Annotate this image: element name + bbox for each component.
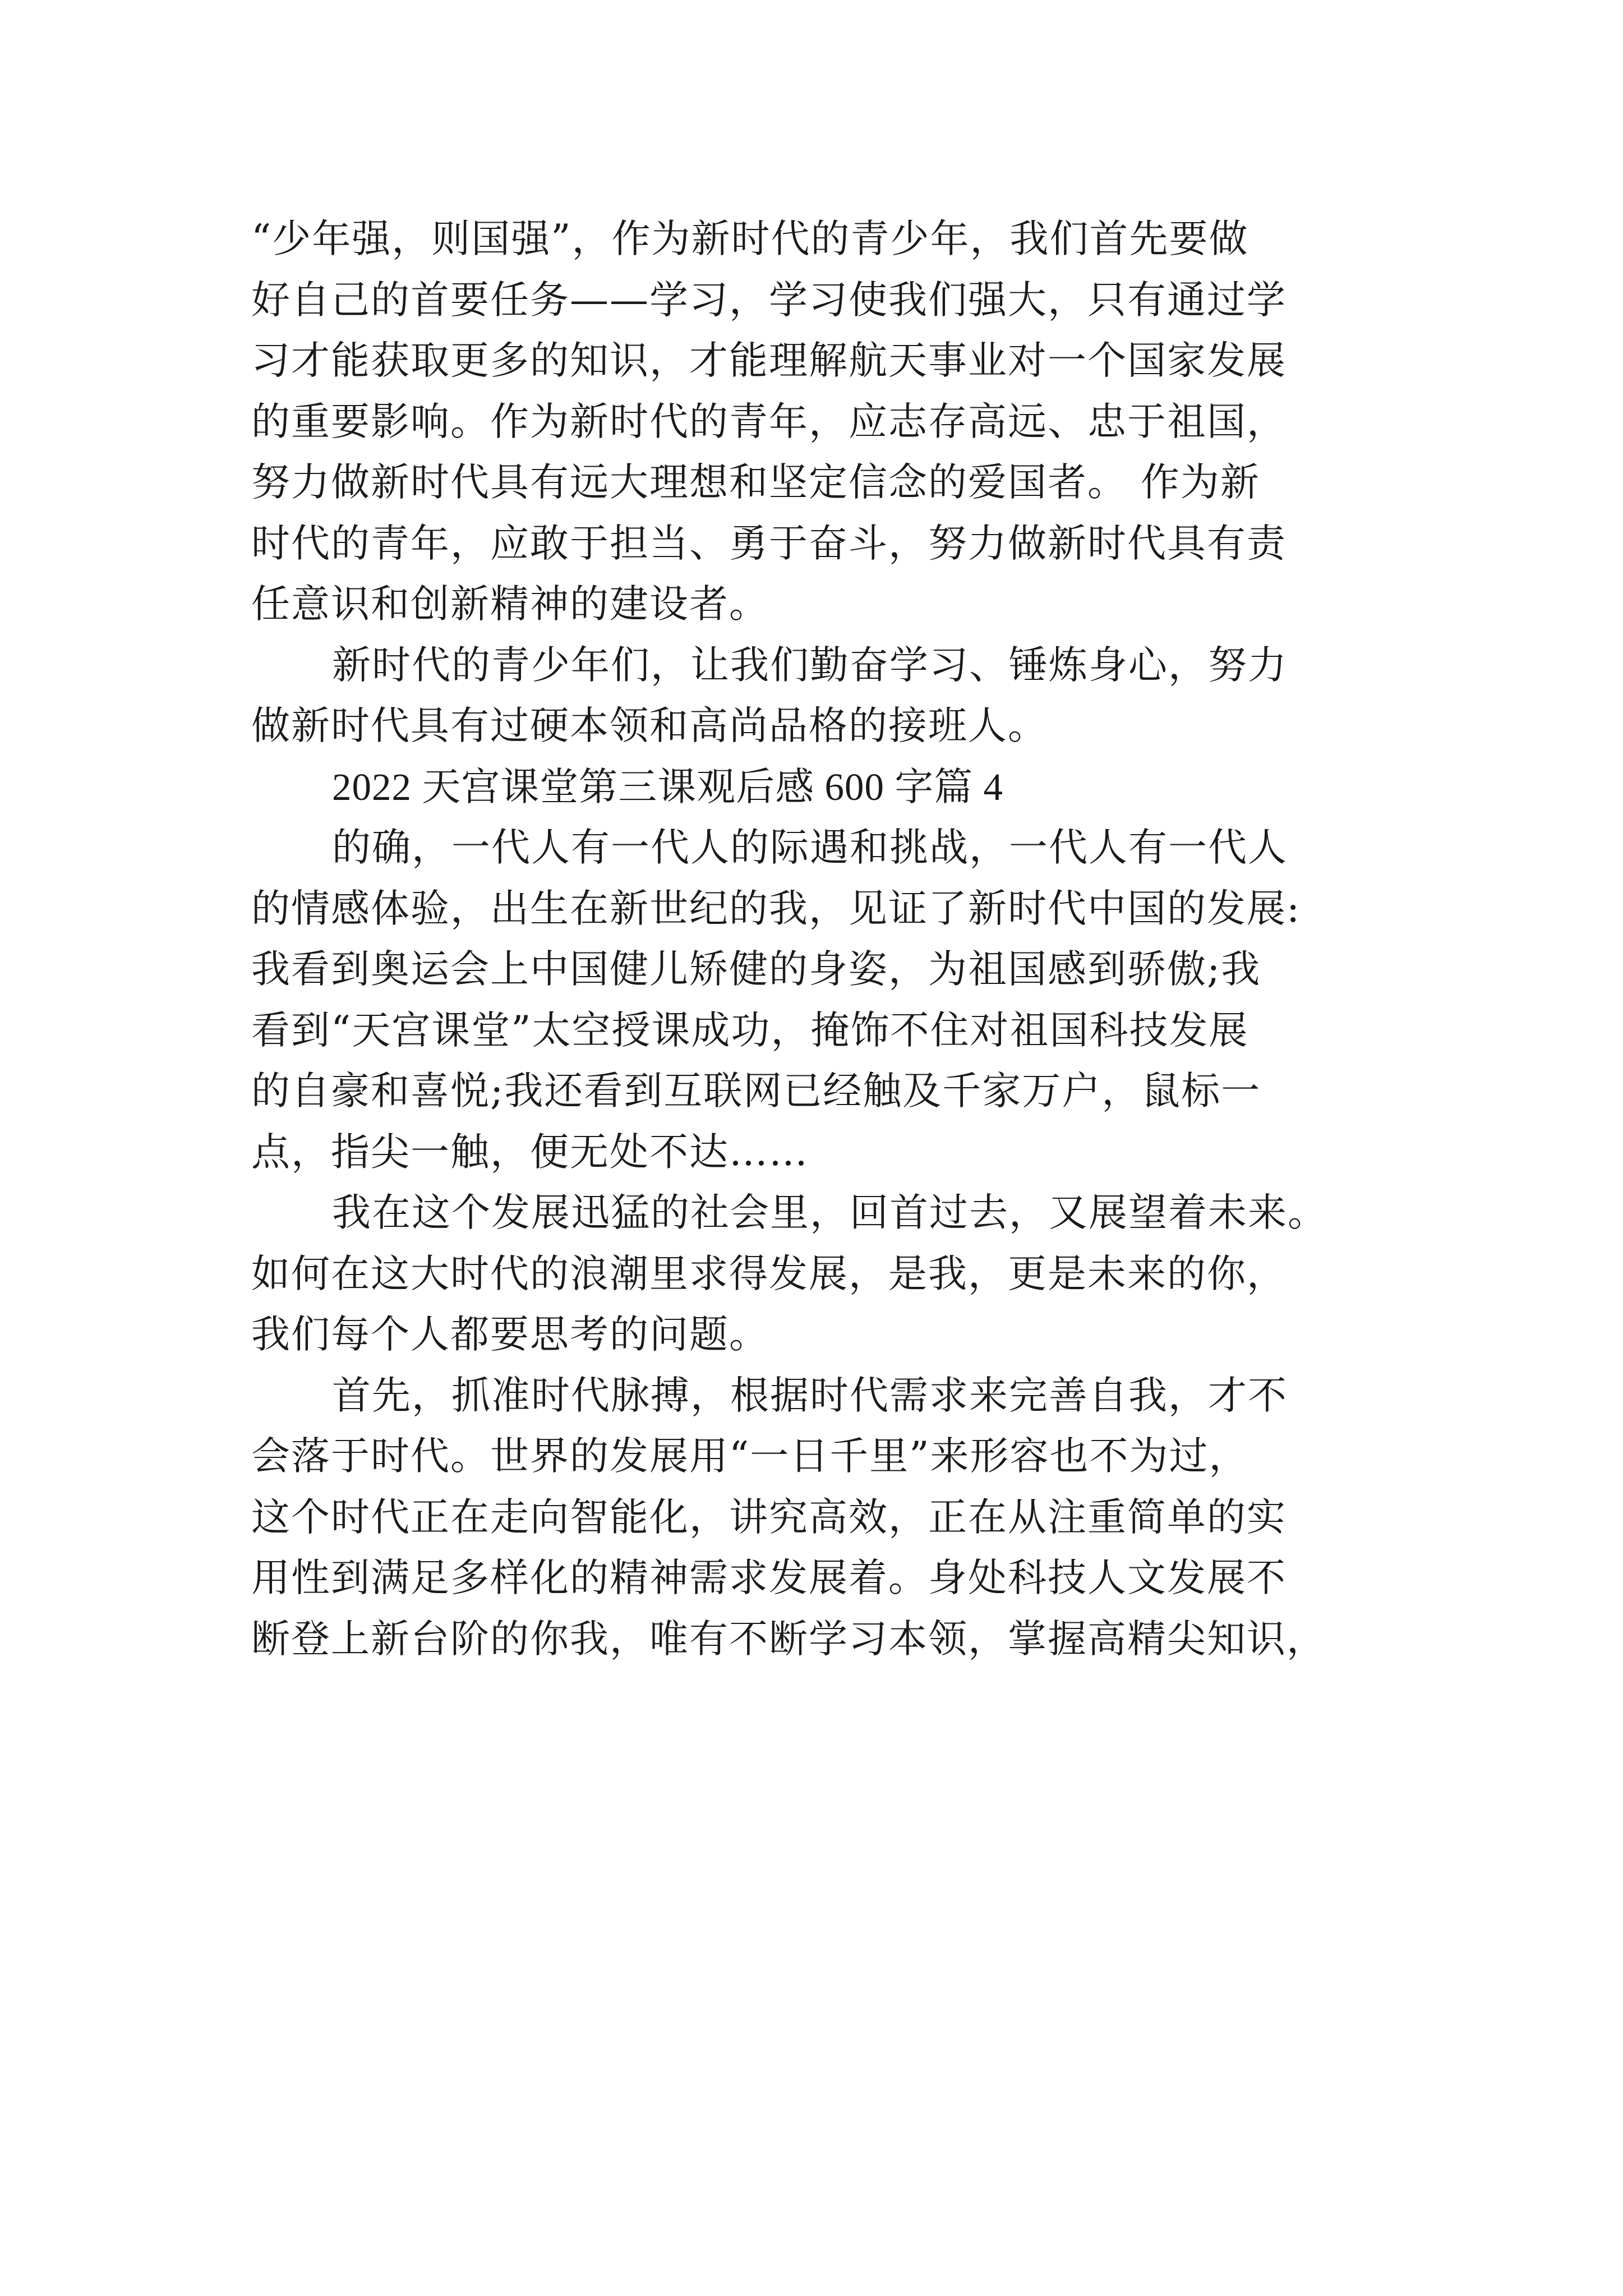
text-line: 新时代的青少年们，让我们勤奋学习、锤炼身心，努力: [332, 642, 1288, 688]
text-line: 习才能获取更多的知识，才能理解航天事业对一个国家发展: [251, 338, 1287, 383]
text-line: 任意识和创新精神的建设者。: [251, 582, 769, 627]
text-line: 时代的青年，应敢于担当、勇于奋斗，努力做新时代具有责: [251, 521, 1287, 566]
text-line: 如何在这大时代的浪潮里求得发展，是我，更是未来的你，: [251, 1251, 1287, 1296]
heading-text: 2022 天宫课堂第三课观后感 600 字篇 4: [332, 765, 1003, 808]
text-line: 好自己的首要任务——学习，学习使我们强大，只有通过学: [251, 277, 1287, 323]
text-line: “少年强，则国强”，作为新时代的青少年，我们首先要做: [251, 217, 1249, 261]
text-line: 点，指尖一触，便无处不达……: [251, 1129, 809, 1175]
text-line: 我们每个人都要思考的问题。: [251, 1312, 769, 1357]
document-body: [251, 209, 1395, 1669]
text-line: 会落于时代。世界的发展用“一日千里”来形容也不为过，: [251, 1434, 1249, 1479]
text-line: 做新时代具有过硬本领和高尚品格的接班人。: [251, 703, 1048, 748]
text-line: 用性到满足多样化的精神需求发展着。身处科技人文发展不: [251, 1556, 1287, 1600]
text-line: 我在这个发展迅猛的社会里，回首过去，又展望着未来。: [332, 1190, 1327, 1235]
text-line: 的自豪和喜悦;我还看到互联网已经触及千家万户，鼠标一: [251, 1069, 1261, 1114]
text-line: 断登上新台阶的你我，唯有不断学习本领，掌握高精尖知识，: [251, 1616, 1326, 1662]
text-line: 首先，抓准时代脉搏，根据时代需求来完善自我，才不: [332, 1373, 1288, 1418]
text-line: 我看到奥运会上中国健儿矫健的身姿，为祖国感到骄傲;我: [251, 947, 1261, 992]
paragraph: [251, 635, 1395, 757]
text-line: 努力做新时代具有远大理想和坚定信念的爱国者。 作为新: [251, 460, 1260, 505]
text-line: 的情感体验，出生在新世纪的我，见证了新时代中国的发展:: [251, 886, 1301, 931]
text-line: 的确，一代人有一代人的际遇和挑战，一代人有一代人: [332, 825, 1288, 870]
text-line: 这个时代正在走向智能化，讲究高效，正在从注重简单的实: [251, 1494, 1287, 1540]
text-line: 的重要影响。作为新时代的青年，应志存高远、忠于祖国，: [251, 399, 1287, 444]
paragraph: [251, 1182, 1395, 1365]
paragraph: [251, 817, 1395, 1182]
paragraph: [251, 209, 1395, 635]
section-heading: [251, 757, 1395, 818]
paragraph: [251, 1365, 1395, 1670]
text-line: 看到“天宫课堂”太空授课成功，掩饰不住对祖国科技发展: [251, 1007, 1249, 1053]
